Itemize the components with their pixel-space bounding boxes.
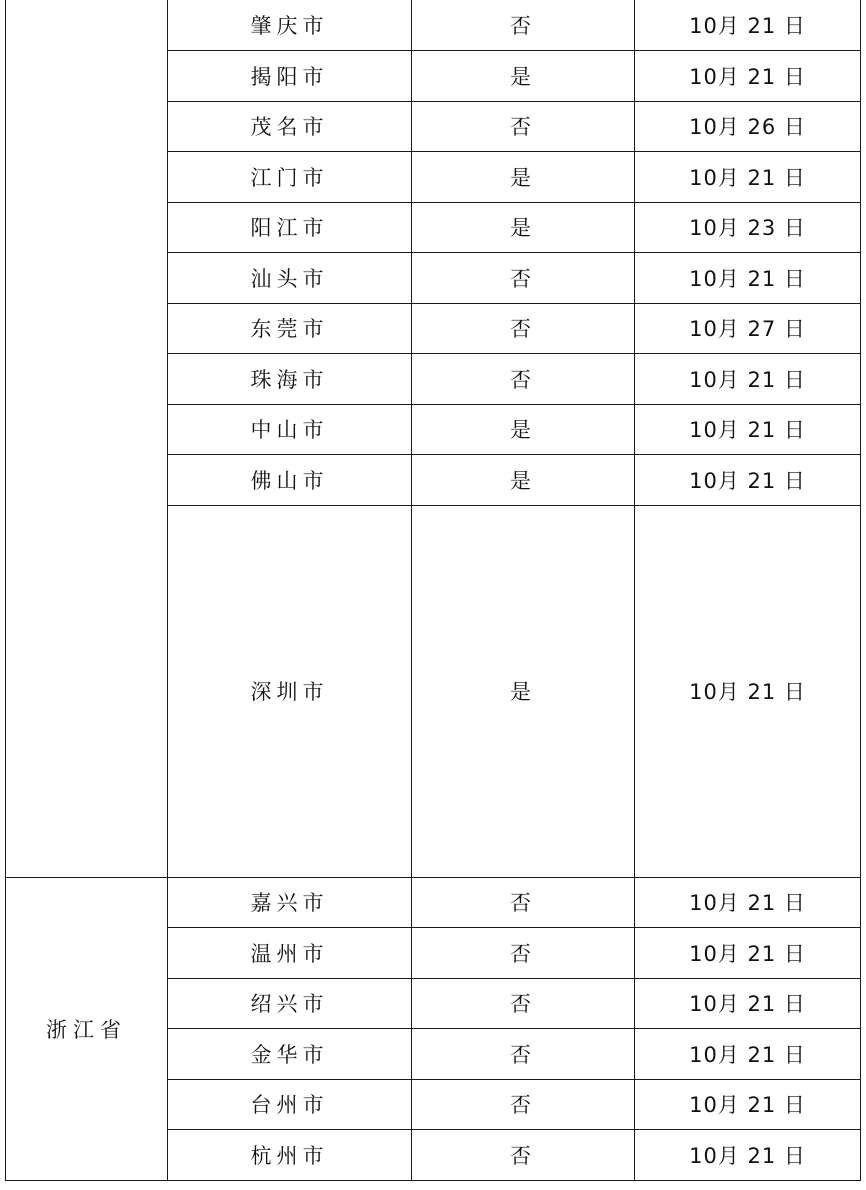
- date-cell: 10月 21 日: [635, 152, 861, 203]
- city-cell: 深圳市: [168, 505, 412, 877]
- flag-cell: 否: [412, 1130, 635, 1181]
- flag-cell: 否: [412, 877, 635, 928]
- flag-cell: 是: [412, 455, 635, 506]
- date-cell: 10月 21 日: [635, 51, 861, 102]
- city-cell: 温州市: [168, 928, 412, 979]
- flag-cell: 否: [412, 354, 635, 405]
- city-cell: 肇庆市: [168, 0, 412, 51]
- flag-cell: 否: [412, 101, 635, 152]
- city-cell: 佛山市: [168, 455, 412, 506]
- flag-cell: 否: [412, 0, 635, 51]
- flag-cell: 否: [412, 928, 635, 979]
- city-cell: 江门市: [168, 152, 412, 203]
- province-cell-guangdong: [6, 0, 168, 877]
- date-cell: 10月 21 日: [635, 253, 861, 304]
- city-cell: 东莞市: [168, 303, 412, 354]
- city-cell: 金华市: [168, 1029, 412, 1080]
- flag-cell: 是: [412, 404, 635, 455]
- date-cell: 10月 21 日: [635, 455, 861, 506]
- date-cell: 10月 21 日: [635, 1130, 861, 1181]
- date-cell: 10月 26 日: [635, 101, 861, 152]
- flag-cell: 否: [412, 253, 635, 304]
- date-cell: 10月 21 日: [635, 978, 861, 1029]
- city-schedule-table: [5, 0, 861, 1181]
- date-cell: 10月 27 日: [635, 303, 861, 354]
- date-cell: 10月 21 日: [635, 0, 861, 51]
- table-body: [6, 0, 861, 1180]
- city-cell: 嘉兴市: [168, 877, 412, 928]
- date-cell: 10月 21 日: [635, 1029, 861, 1080]
- city-cell: 汕头市: [168, 253, 412, 304]
- province-cell-zhejiang: 浙江省: [6, 877, 168, 1180]
- date-cell: 10月 21 日: [635, 404, 861, 455]
- city-cell: 绍兴市: [168, 978, 412, 1029]
- flag-cell: 否: [412, 303, 635, 354]
- date-cell: 10月 21 日: [635, 877, 861, 928]
- date-cell: 10月 21 日: [635, 928, 861, 979]
- flag-cell: 是: [412, 202, 635, 253]
- city-cell: 中山市: [168, 404, 412, 455]
- flag-cell: 是: [412, 152, 635, 203]
- table-row: [6, 0, 861, 51]
- flag-cell: 是: [412, 505, 635, 877]
- city-cell: 珠海市: [168, 354, 412, 405]
- date-cell: 10月 21 日: [635, 505, 861, 877]
- date-cell: 10月 21 日: [635, 354, 861, 405]
- city-cell: 杭州市: [168, 1130, 412, 1181]
- flag-cell: 是: [412, 51, 635, 102]
- flag-cell: 否: [412, 978, 635, 1029]
- table-row: [6, 877, 861, 928]
- date-cell: 10月 23 日: [635, 202, 861, 253]
- city-cell: 阳江市: [168, 202, 412, 253]
- flag-cell: 否: [412, 1029, 635, 1080]
- date-cell: 10月 21 日: [635, 1079, 861, 1130]
- city-cell: 揭阳市: [168, 51, 412, 102]
- flag-cell: 否: [412, 1079, 635, 1130]
- city-cell: 茂名市: [168, 101, 412, 152]
- city-cell: 台州市: [168, 1079, 412, 1130]
